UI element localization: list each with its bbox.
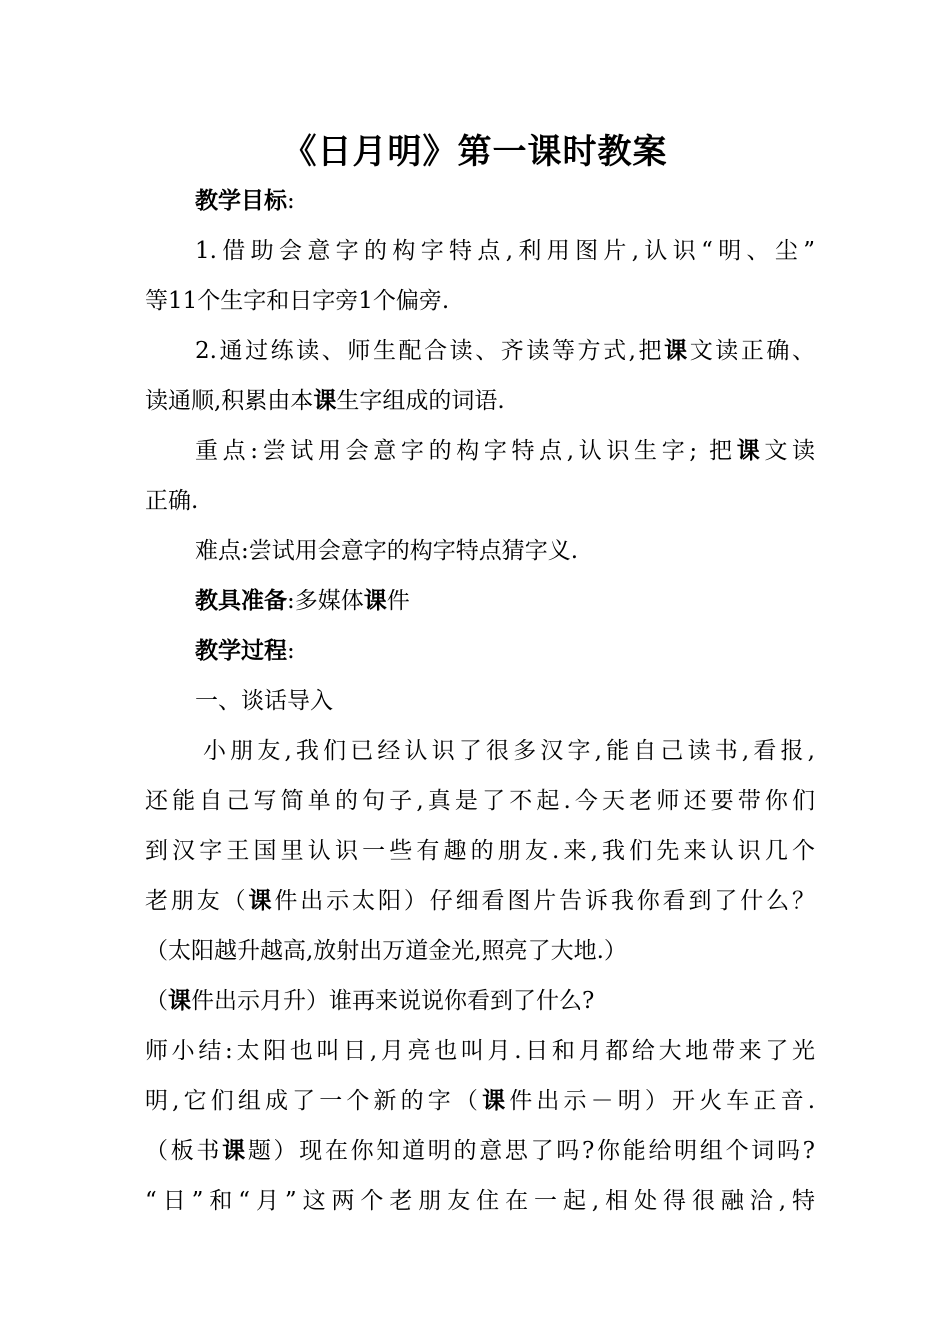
objective-2-line-2-keyword: 课 <box>313 388 337 414</box>
teacher-summary-line-3 <box>145 1126 815 1176</box>
objective-1-line-1: 1.借助会意字的构字特点,利用图片,认识“明、尘” <box>195 238 815 264</box>
teacher-summary-line-4: “日”和“月”这两个老朋友住在一起,相处得很融洽,特 <box>145 1188 815 1214</box>
objective-2-line-2-text-a: 读通顺,积累由本 <box>145 388 314 414</box>
objective-2-line-2 <box>145 376 815 426</box>
paragraph-2-text-b: 件出示月升）谁再来说说你看到了什么? <box>191 988 595 1014</box>
paragraph-1-line-3: 到汉字王国里认识一些有趣的朋友.来,我们先来认识几个 <box>145 838 815 864</box>
paragraph-1 <box>145 726 815 976</box>
key-point-line-1 <box>145 426 815 476</box>
paragraph-1-line-2: 还能自己写简单的句子,真是了不起.今天老师还要带你们 <box>145 788 815 814</box>
objective-2-line-1-text-b: 文读正确、 <box>689 338 816 364</box>
section-1-title: 一、谈话导入 <box>195 688 333 714</box>
objectives-heading-text: 教学目标 <box>195 188 287 214</box>
teacher-summary-line-3-text-b: 题）现在你知道明的意思了吗?你能给明组个词吗? <box>247 1138 816 1164</box>
objective-2 <box>145 326 815 426</box>
key-point-line-1-keyword: 课 <box>736 438 765 464</box>
paragraph-1-line-4-text-b: 件出示太阳）仔细看图片告诉我你看到了什么？ <box>274 888 816 914</box>
process-heading <box>145 626 815 676</box>
materials-text-a: :多媒体 <box>287 588 364 614</box>
teacher-summary-line-3-text-a: （板书 <box>145 1138 223 1164</box>
objective-2-line-2-text-b: 生字组成的词语. <box>336 388 505 414</box>
objective-2-line-1-text-a: 2.通过练读、师生配合读、齐读等方式,把 <box>195 338 665 364</box>
materials-heading: 教具准备 <box>195 588 287 614</box>
paragraph-2-text-a: （ <box>145 988 168 1014</box>
key-point-line-2: 正确. <box>145 488 199 514</box>
process-colon: : <box>287 638 295 664</box>
objectives-colon: : <box>287 188 295 214</box>
objective-1-line-2: 等11个生字和日字旁1个偏旁. <box>145 288 450 314</box>
key-point-line-1-text-a: 重点:尝试用会意字的构字特点,认识生字; 把 <box>195 438 737 464</box>
key-point-line-1-text-b: 文读 <box>764 438 816 464</box>
document-title: 《日月明》第一课时教案 <box>282 132 668 172</box>
paragraph-2 <box>145 976 815 1026</box>
objective-2-line-1 <box>145 326 815 376</box>
teacher-summary-line-2 <box>145 1076 815 1126</box>
objective-2-line-1-keyword: 课 <box>664 338 690 364</box>
paragraph-1-line-4-text-a: 老朋友（ <box>145 888 249 914</box>
materials <box>145 576 815 626</box>
teacher-summary-line-2-keyword: 课 <box>482 1088 510 1114</box>
paragraph-1-line-4-keyword: 课 <box>248 888 275 914</box>
key-point <box>145 426 815 526</box>
paragraph-1-line-1: 小朋友,我们已经认识了很多汉字,能自己读书,看报, <box>203 738 815 764</box>
materials-keyword: 课 <box>363 588 387 614</box>
teacher-summary-line-2-text-b: 件出示－明）开火车正音. <box>509 1088 816 1114</box>
difficulty: 难点:尝试用会意字的构字特点猜字义. <box>195 538 579 564</box>
paragraph-1-line-5: （太阳越升越高,放射出万道金光,照亮了大地.） <box>145 938 627 964</box>
objective-1 <box>145 226 815 326</box>
paragraph-2-keyword: 课 <box>168 988 191 1014</box>
teacher-summary-line-2-text-a: 明,它们组成了一个新的字（ <box>145 1088 483 1114</box>
objectives-heading <box>145 176 815 226</box>
document-body <box>145 176 815 1226</box>
teacher-summary-line-1: 师小结:太阳也叫日,月亮也叫月.日和月都给大地带来了光 <box>145 1038 815 1064</box>
teacher-summary <box>145 1026 815 1226</box>
materials-text-b: 件 <box>386 588 410 614</box>
teacher-summary-line-3-keyword: 课 <box>222 1138 248 1164</box>
paragraph-1-line-4 <box>145 876 815 926</box>
process-heading-text: 教学过程 <box>195 638 287 664</box>
